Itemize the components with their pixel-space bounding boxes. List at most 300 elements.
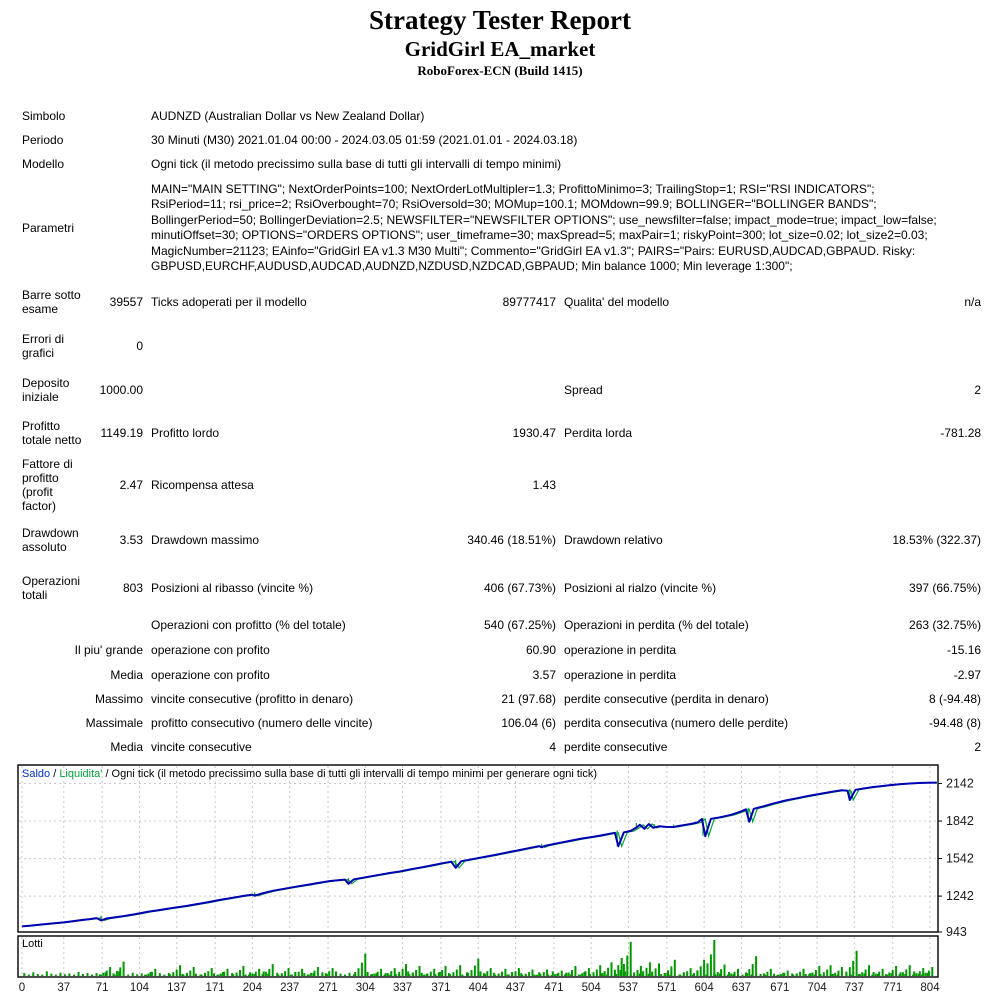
lot-bar bbox=[99, 974, 101, 976]
lot-bar bbox=[449, 974, 451, 976]
balance-chart-area bbox=[0, 763, 1000, 1000]
lot-bar bbox=[358, 968, 360, 976]
lot-bar bbox=[349, 973, 351, 976]
lot-bar bbox=[456, 970, 458, 977]
lot-bar bbox=[483, 973, 485, 976]
chart-legend: Saldo / Liquidita' / Ogni tick (il metodo precissimo sulla base di tutti gli intervalli di tempo minimi per generare ogni tick) bbox=[22, 768, 597, 780]
lot-bar bbox=[364, 954, 366, 976]
value-cell: 406 (67.73%) bbox=[483, 581, 557, 595]
lot-bar bbox=[298, 972, 300, 976]
label-cell: Simbolo bbox=[22, 109, 66, 123]
lot-bar bbox=[441, 970, 443, 976]
lot-bar bbox=[415, 970, 417, 976]
lot-bar bbox=[471, 970, 473, 976]
lot-bar bbox=[232, 974, 234, 976]
value-cell: 263 (32.75%) bbox=[909, 617, 982, 632]
lot-bar bbox=[220, 974, 222, 977]
parameter-line: GBPUSD,EURCHF,AUDUSD,AUDCAD,AUDNZD,NZDUSD,NZDCAD,GBPAUD; Min balance 1000; Min leverage 1:300"; bbox=[151, 259, 793, 273]
lot-bar bbox=[116, 971, 118, 976]
lot-bar bbox=[387, 973, 389, 976]
lot-bar bbox=[508, 975, 510, 976]
value-cell: 4 bbox=[549, 740, 557, 754]
lot-bar bbox=[925, 973, 927, 976]
lot-bar bbox=[710, 954, 712, 976]
lot-bar bbox=[589, 974, 591, 976]
lot-bar bbox=[419, 966, 421, 976]
x-axis-label: 71 bbox=[95, 982, 109, 994]
lot-bar bbox=[858, 974, 860, 976]
lot-bar bbox=[59, 973, 61, 976]
lot-bar bbox=[361, 963, 363, 976]
table-row bbox=[18, 176, 985, 280]
parameter-line: MAIN="MAIN SETTING"; NextOrderPoints=100; NextOrderLotMultipler=1.3; ProfittoMinimo=3; TrailingStop=1; RSI="RSI INDICATORS"; bbox=[151, 181, 875, 196]
value-cell: 1149.19 bbox=[100, 426, 144, 440]
lot-bar bbox=[452, 972, 454, 976]
lot-bar bbox=[127, 975, 129, 976]
label-cell: Periodo bbox=[22, 133, 64, 147]
x-axis-label: 371 bbox=[431, 982, 451, 994]
lot-bar bbox=[720, 969, 722, 976]
lot-bar bbox=[384, 975, 386, 976]
lot-bar bbox=[895, 966, 897, 976]
lot-bar bbox=[494, 975, 496, 976]
lot-bar bbox=[820, 974, 822, 976]
lot-bar bbox=[291, 975, 293, 976]
y-axis-label: 943 bbox=[946, 925, 967, 939]
lot-bar bbox=[176, 970, 178, 977]
lot-bar bbox=[928, 971, 930, 976]
table-row bbox=[18, 368, 985, 412]
lot-bar bbox=[412, 973, 414, 977]
lot-bar bbox=[344, 975, 346, 976]
lot-bar bbox=[141, 973, 143, 976]
label-cell: Barre sotto esame bbox=[22, 288, 81, 316]
x-axis-label: 104 bbox=[129, 982, 150, 994]
table-row bbox=[18, 662, 985, 687]
lot-bar bbox=[803, 969, 805, 976]
table-row bbox=[18, 412, 985, 454]
lot-bar bbox=[477, 959, 479, 976]
ea-name: GridGirl EA_market bbox=[404, 37, 596, 61]
value-cell: 1.43 bbox=[532, 478, 557, 492]
lot-bar bbox=[307, 974, 309, 976]
lot-bar bbox=[64, 974, 66, 976]
lot-bar bbox=[834, 973, 836, 976]
lot-bar bbox=[335, 971, 337, 976]
x-axis-label: 0 bbox=[18, 982, 26, 994]
x-axis-label: 571 bbox=[657, 982, 677, 994]
value-cell: -15.16 bbox=[947, 642, 982, 657]
lot-bar bbox=[136, 974, 138, 976]
lot-bar bbox=[674, 960, 676, 976]
lot-bar bbox=[737, 969, 739, 976]
table-row bbox=[18, 687, 985, 711]
lot-bar bbox=[717, 972, 719, 976]
strategy-report-table bbox=[18, 104, 985, 759]
lot-bar bbox=[172, 972, 174, 976]
lot-bar bbox=[856, 951, 858, 976]
lot-bar bbox=[646, 968, 648, 976]
lot-bar bbox=[581, 973, 583, 976]
broker-build: RoboForex-ECN (Build 1415) bbox=[417, 63, 583, 78]
lot-bar bbox=[713, 974, 715, 976]
lot-bar bbox=[367, 972, 369, 976]
lot-bar bbox=[604, 971, 606, 976]
lot-bar bbox=[50, 974, 52, 976]
lot-bar bbox=[919, 971, 921, 976]
x-axis-label: 637 bbox=[731, 982, 751, 994]
label-cell: operazione con profito bbox=[151, 667, 270, 682]
lot-bar bbox=[812, 973, 814, 977]
lot-bar bbox=[578, 975, 580, 976]
lot-bar bbox=[258, 969, 260, 976]
lot-bar bbox=[826, 970, 828, 977]
lot-bar bbox=[262, 974, 264, 976]
lot-bar bbox=[132, 973, 134, 976]
lot-bar bbox=[236, 973, 238, 977]
page-title: Strategy Tester Report bbox=[369, 5, 631, 35]
lot-bar bbox=[459, 965, 461, 976]
lot-bar bbox=[154, 969, 156, 976]
lot-bar bbox=[630, 974, 632, 976]
lot-bar bbox=[123, 962, 125, 976]
table-row bbox=[18, 516, 985, 564]
lot-bar bbox=[686, 971, 688, 976]
value-cell: 2 bbox=[974, 740, 982, 754]
lot-bar bbox=[658, 963, 660, 976]
lot-bar bbox=[892, 970, 894, 976]
label-cell: Drawdown massimo bbox=[151, 533, 260, 547]
x-axis-label: 537 bbox=[618, 982, 639, 994]
lot-bar bbox=[32, 972, 34, 976]
value-cell: -94.48 (8) bbox=[929, 716, 982, 730]
lot-bar bbox=[642, 971, 644, 976]
lot-bar bbox=[679, 975, 681, 976]
lot-bar bbox=[490, 968, 492, 976]
lot-bar bbox=[41, 975, 43, 976]
label-cell: Errori di grafici bbox=[22, 332, 65, 360]
lot-bar bbox=[317, 967, 319, 976]
lot-bar bbox=[693, 973, 695, 976]
table-row bbox=[18, 128, 985, 152]
lot-bar bbox=[766, 972, 768, 976]
value-cell: 2.47 bbox=[119, 478, 144, 492]
y-axis-label: 1842 bbox=[946, 814, 974, 829]
lot-bar bbox=[515, 971, 517, 976]
value-cell: Media bbox=[110, 667, 144, 682]
table-row bbox=[18, 152, 985, 176]
lot-bar bbox=[868, 965, 870, 976]
lot-bar bbox=[637, 970, 639, 976]
lot-bar bbox=[486, 971, 488, 976]
lot-bar bbox=[265, 972, 267, 976]
lot-bar bbox=[328, 971, 330, 976]
lot-bar bbox=[380, 969, 382, 976]
lot-bar bbox=[536, 975, 538, 976]
table-row bbox=[18, 637, 985, 662]
table-row bbox=[18, 564, 985, 612]
lot-bar bbox=[68, 973, 70, 976]
empty-cell bbox=[147, 368, 560, 412]
x-axis-label: 204 bbox=[242, 982, 262, 994]
lot-bar bbox=[888, 973, 890, 977]
label-cell: Ricompensa attesa bbox=[151, 478, 254, 492]
lot-bar bbox=[617, 965, 619, 976]
lot-bar bbox=[561, 971, 563, 976]
lot-bar bbox=[915, 973, 917, 976]
lot-bar bbox=[303, 973, 305, 976]
lot-bar bbox=[931, 967, 933, 976]
label-cell bbox=[147, 176, 985, 280]
lot-bar bbox=[438, 973, 440, 977]
lot-bar bbox=[518, 968, 520, 976]
lot-bar bbox=[734, 972, 736, 976]
lot-bar bbox=[748, 969, 750, 976]
value-cell: Il piu' grande bbox=[74, 642, 144, 657]
lot-bar bbox=[314, 971, 316, 976]
value-cell: Massimale bbox=[85, 716, 144, 730]
x-axis-label: 137 bbox=[167, 982, 187, 994]
lot-bar bbox=[600, 974, 602, 977]
lot-bar bbox=[398, 972, 400, 976]
lot-bar bbox=[245, 975, 247, 976]
x-axis-label: 604 bbox=[694, 982, 714, 994]
lot-bar bbox=[724, 965, 726, 977]
lot-bar bbox=[277, 975, 279, 976]
lot-bar bbox=[96, 973, 98, 976]
label-cell: Drawdown assoluto bbox=[22, 526, 79, 554]
lot-bar bbox=[169, 974, 171, 976]
lot-bar bbox=[730, 974, 732, 977]
x-axis-label: 37 bbox=[57, 982, 71, 994]
lot-bar bbox=[596, 970, 598, 977]
value-cell: n/a bbox=[964, 295, 982, 309]
lot-bar bbox=[461, 975, 463, 976]
value-cell: -2.97 bbox=[953, 667, 982, 682]
lot-bar bbox=[546, 970, 548, 977]
lot-bar bbox=[865, 970, 867, 977]
lot-bar bbox=[148, 974, 150, 977]
lot-bar bbox=[310, 973, 312, 976]
lot-bar bbox=[799, 972, 801, 976]
lot-bar bbox=[281, 973, 283, 976]
label-cell: Spread bbox=[564, 383, 603, 397]
lot-bar bbox=[745, 972, 747, 976]
lot-bar bbox=[239, 970, 241, 976]
lot-bar bbox=[37, 974, 39, 976]
lot-bar bbox=[284, 971, 286, 976]
label-cell: Deposito iniziale bbox=[22, 376, 70, 404]
lot-bar bbox=[885, 974, 887, 976]
lot-bar bbox=[664, 973, 666, 976]
label-cell: Posizioni al rialzo (vincite %) bbox=[564, 581, 717, 595]
value-cell: 18.53% (322.37) bbox=[892, 533, 982, 547]
lot-bar bbox=[227, 969, 229, 976]
value-cell: 3.57 bbox=[532, 667, 557, 682]
label-cell: Operazioni in perdita (% del totale) bbox=[564, 617, 749, 632]
lot-bar bbox=[670, 966, 672, 976]
label-cell: perdite consecutive (perdita in denaro) bbox=[564, 692, 769, 706]
label-cell: Profitto totale netto bbox=[22, 419, 82, 447]
lot-bar bbox=[752, 964, 754, 976]
lot-bar bbox=[78, 972, 80, 976]
label-cell: Ticks adoperati per il modello bbox=[151, 295, 307, 309]
lot-bar bbox=[325, 973, 327, 976]
lot-bar bbox=[912, 975, 914, 976]
value-cell: 340.46 (18.51%) bbox=[467, 533, 557, 547]
lot-bar bbox=[849, 967, 851, 976]
lot-bar bbox=[216, 975, 218, 976]
lot-bar bbox=[426, 974, 428, 977]
lot-bar bbox=[875, 974, 877, 977]
lot-bar bbox=[204, 973, 206, 976]
lot-bar bbox=[521, 975, 523, 976]
lot-bar bbox=[421, 973, 423, 976]
lot-bar bbox=[902, 972, 904, 976]
lot-bar bbox=[91, 975, 93, 976]
lot-bar bbox=[585, 971, 587, 976]
lot-bar bbox=[607, 968, 609, 976]
lot-bar bbox=[354, 972, 356, 976]
lot-bar bbox=[633, 973, 635, 977]
lot-bar bbox=[511, 973, 513, 976]
lot-bar bbox=[882, 969, 884, 976]
label-cell: operazione con profito bbox=[151, 642, 270, 657]
lot-bar bbox=[623, 964, 625, 976]
lot-bar bbox=[830, 965, 832, 976]
x-axis-label: 271 bbox=[318, 982, 338, 994]
lot-bar bbox=[434, 974, 436, 976]
lot-bar bbox=[713, 940, 715, 976]
lot-bar bbox=[28, 975, 30, 976]
lot-bar bbox=[792, 975, 794, 976]
x-axis-label: 504 bbox=[581, 982, 601, 994]
lot-bar bbox=[557, 973, 559, 976]
lot-bar bbox=[831, 974, 833, 976]
lot-bar bbox=[340, 974, 342, 976]
label-cell: Modello bbox=[22, 157, 65, 171]
value-cell: 39557 bbox=[109, 295, 144, 309]
x-axis-label: 304 bbox=[355, 982, 375, 994]
lot-bar bbox=[921, 974, 923, 976]
label-cell: perdita consecutiva (numero delle perdite) bbox=[564, 716, 789, 730]
lot-bar bbox=[808, 974, 810, 976]
label-cell: Operazioni con profitto (% del totale) bbox=[151, 617, 346, 632]
lot-bar bbox=[102, 973, 104, 976]
lot-bar bbox=[423, 975, 425, 976]
lot-bar bbox=[179, 965, 181, 976]
lot-bar bbox=[408, 974, 410, 976]
lot-bar bbox=[703, 970, 705, 977]
lot-bar bbox=[207, 971, 209, 976]
lot-bar bbox=[861, 972, 863, 976]
lot-bar bbox=[377, 972, 379, 976]
lot-bar bbox=[373, 974, 375, 977]
lot-bar bbox=[845, 972, 847, 977]
lot-bar bbox=[467, 973, 469, 976]
empty-cell bbox=[18, 612, 147, 637]
x-axis-label: 337 bbox=[392, 982, 413, 994]
label-cell: AUDNZD (Australian Dollar vs New Zealand Dollar) bbox=[151, 109, 425, 123]
lot-bar bbox=[871, 975, 873, 976]
x-axis-label: 437 bbox=[505, 982, 526, 994]
value-cell: 540 (67.25%) bbox=[483, 617, 557, 632]
lot-bar bbox=[763, 974, 765, 977]
lot-bar bbox=[660, 974, 662, 976]
x-axis-label: 171 bbox=[205, 982, 225, 994]
value-cell: -781.28 bbox=[940, 426, 982, 440]
parameter-line: BollingerPeriod=50; BollingerDeviation=2.5; NEWSFILTER="NEWSFILTER OPTIONS"; use_newsfilter=false; impact_mode=true; impact_low=false; bbox=[151, 212, 937, 227]
label-cell: Perdita lorda bbox=[564, 426, 633, 440]
lot-bar bbox=[683, 973, 685, 976]
x-axis-label: 671 bbox=[770, 982, 790, 994]
lot-bar bbox=[73, 975, 75, 976]
lot-bar bbox=[690, 968, 692, 976]
label-cell: perdite consecutive bbox=[564, 740, 668, 754]
label-cell: 30 Minuti (M30) 2021.01.04 00:00 - 2024.03.05 01:59 (2021.01.01 - 2024.03.18) bbox=[151, 133, 578, 147]
label-cell: Parametri bbox=[22, 221, 75, 235]
lot-bar bbox=[370, 975, 372, 976]
lot-bar bbox=[727, 975, 729, 976]
value-cell: Massimo bbox=[95, 692, 144, 706]
y-axis-label: 1542 bbox=[946, 851, 974, 866]
lot-bar bbox=[430, 972, 432, 976]
lot-bar bbox=[321, 975, 323, 976]
x-axis-label: 804 bbox=[920, 982, 940, 994]
lot-bar bbox=[195, 974, 197, 976]
lot-bar bbox=[571, 970, 573, 976]
lot-bar bbox=[639, 974, 641, 977]
lot-bar bbox=[55, 975, 57, 976]
lot-bar bbox=[211, 968, 213, 976]
lot-bar bbox=[255, 972, 257, 976]
lot-bar bbox=[201, 975, 203, 976]
lot-bar bbox=[539, 974, 541, 976]
lot-bar bbox=[501, 972, 503, 976]
lot-bar bbox=[251, 974, 253, 977]
label-cell: Qualita' del modello bbox=[564, 295, 670, 309]
label-cell: Profitto lordo bbox=[151, 426, 220, 440]
lot-bar bbox=[87, 973, 89, 976]
lot-bar bbox=[268, 969, 270, 976]
lot-bar bbox=[554, 974, 556, 976]
lot-bar bbox=[783, 973, 785, 976]
lot-bar bbox=[46, 971, 48, 976]
x-axis-label: 737 bbox=[844, 982, 864, 994]
lot-bar bbox=[568, 973, 570, 977]
lot-bar bbox=[651, 972, 653, 976]
value-cell: 803 bbox=[122, 581, 144, 595]
lot-bar bbox=[534, 975, 536, 976]
y-axis-label: 2142 bbox=[946, 776, 974, 791]
parameter-line: minutiOffset=30; OPTIONS="ORDERS OPTIONS"; user_timeframe=30; maxSpread=5; maxPair=1; riskyPoint=300; lot_size=0.02; lot_size2=0.03; bbox=[151, 228, 928, 242]
x-axis-label: 404 bbox=[468, 982, 488, 994]
label-cell: operazione in perdita bbox=[564, 642, 677, 657]
value-cell: 1930.47 bbox=[512, 426, 557, 440]
x-axis-label: 471 bbox=[544, 982, 564, 994]
table-row bbox=[18, 711, 985, 735]
lot-bar bbox=[630, 942, 632, 976]
lot-bar bbox=[213, 973, 215, 976]
parameter-line: MagicNumber=21123; EAinfo="GridGirl EA v1.3 M30 Multi"; Commento="GridGirl EA v1.3"; PAIRS="Pairs: EURUSD,AUDCAD,GBPAUD. Risky: bbox=[151, 243, 916, 258]
table-row bbox=[18, 612, 985, 637]
lot-bar bbox=[823, 972, 825, 976]
table-row bbox=[18, 324, 985, 368]
lot-bar bbox=[301, 969, 303, 976]
lot-bar bbox=[445, 966, 447, 976]
lot-bar bbox=[777, 975, 779, 976]
lot-bar bbox=[707, 963, 709, 976]
